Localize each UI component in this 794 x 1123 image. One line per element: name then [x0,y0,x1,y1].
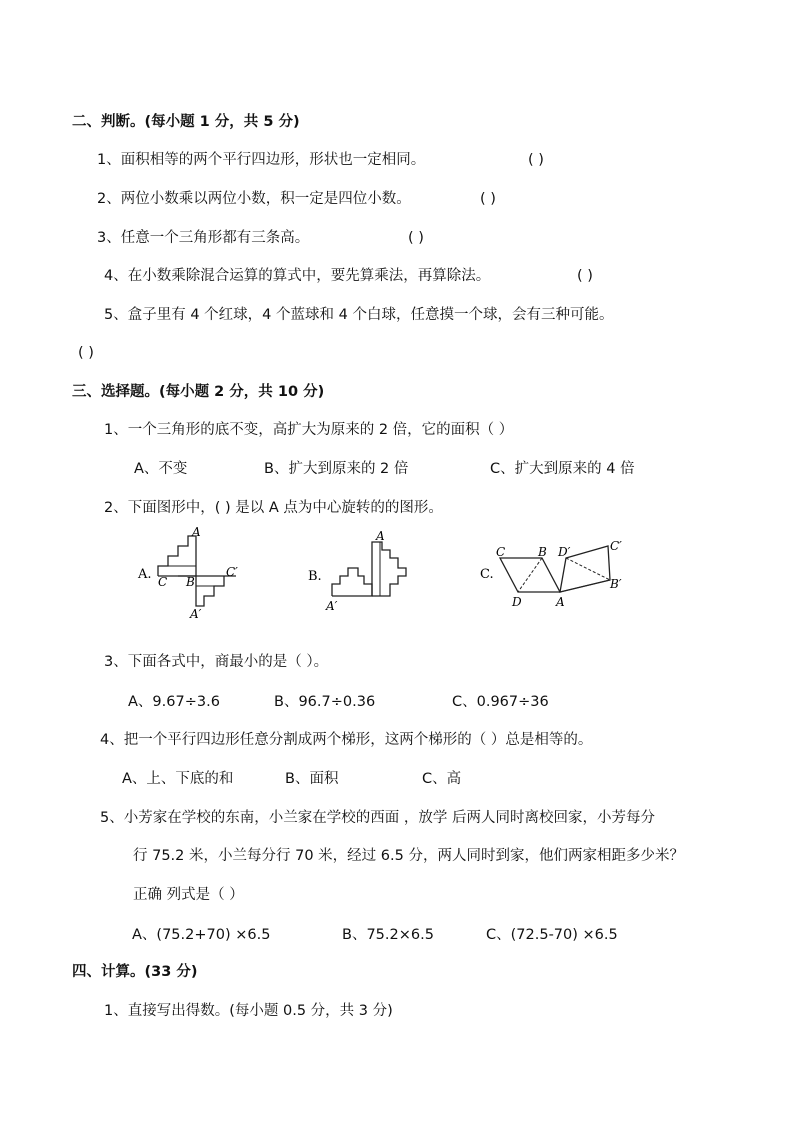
figure-a[interactable] [136,524,246,620]
figure-c-point-c-prime: C′ [610,539,622,553]
q4-option-b[interactable]: B、面积 [285,771,339,787]
q5-option-c[interactable]: C、(72.5-70) ×6.5 [486,927,618,943]
figure-b-shape-1 [332,568,372,596]
choice-q3: 3、下面各式中，商最小的是（ ）。 [104,654,329,670]
figure-b-point-a-prime: A′ [326,599,338,613]
q5-option-b[interactable]: B、75.2×6.5 [342,927,434,943]
figure-a-point-c: C [158,575,168,589]
q4-option-c[interactable]: C、高 [422,771,462,787]
judge-item-2: 2、两位小数乘以两位小数，积一定是四位小数。 [97,191,411,207]
judge-bracket-2[interactable]: ( ) [480,191,496,207]
calc-sub-1: 1、直接写出得数。(每小题 0.5 分，共 3 分) [104,1003,393,1019]
figure-b-label: B. [308,569,322,584]
figure-c-point-d-prime: D′ [558,545,571,559]
figure-c-label: C. [480,567,494,582]
figure-c-point-b-prime: B′ [610,577,622,591]
judge-bracket-4[interactable]: ( ) [577,268,593,284]
figure-a-point-a-prime: A′ [190,607,202,620]
figure-a-shape-2 [196,576,224,606]
choice-q4: 4、把一个平行四边形任意分割成两个梯形，这两个梯形的（ ）总是相等的。 [100,732,593,748]
judge-bracket-3[interactable]: ( ) [408,230,424,246]
choice-q5-line-2: 行 75.2 米，小兰每分行 70 米，经过 6.5 分，两人同时到家，他们两家相距多少米？ [133,848,684,864]
q3-option-b[interactable]: B、96.7÷0.36 [274,694,376,710]
section-3-title: 三、选择题。(每小题 2 分，共 10 分) [72,384,325,400]
figure-c-point-a: A [556,595,565,609]
figure-a-point-b: B [186,575,195,589]
judge-item-3: 3、任意一个三角形都有三条高。 [97,230,310,246]
judge-item-4: 4、在小数乘除混合运算的算式中，要先算乘法，再算除法。 [104,268,491,284]
figure-c[interactable] [478,538,628,610]
judge-item-5: 5、盒子里有 4 个红球，4 个蓝球和 4 个白球，任意摸一个球，会有三种可能。 [104,307,614,323]
figure-b-shape-2 [372,542,406,596]
q1-option-c[interactable]: C、扩大到原来的 4 倍 [490,461,635,477]
figure-c-point-b: B [538,545,547,559]
q5-option-a[interactable]: A、(75.2+70) ×6.5 [132,927,271,943]
figure-c-point-c: C [496,545,506,559]
section-4-title: 四、计算。(33 分) [72,964,198,980]
figure-a-label: A. [138,567,152,582]
q3-option-c[interactable]: C、0.967÷36 [452,694,549,710]
figure-a-point-c-prime: C′ [226,565,238,579]
figure-c-point-d: D [512,595,522,609]
figure-b-point-a: A [376,529,385,543]
figure-a-point-a: A [192,525,201,539]
q4-option-a[interactable]: A、上、下底的和 [122,771,234,787]
judge-bracket-1[interactable]: ( ) [528,152,544,168]
judge-bracket-5[interactable]: ( ) [78,345,94,361]
choice-q1: 1、一个三角形的底不变，高扩大为原来的 2 倍，它的面积（ ） [104,422,514,438]
judge-item-1: 1、面积相等的两个平行四边形，形状也一定相同。 [97,152,426,168]
choice-q5-line-1: 5、小芳家在学校的东南，小兰家在学校的西面 ，放学 后两人同时离校回家，小芳每分 [100,810,655,826]
choice-q5-line-3: 正确 列式是（ ） [133,887,244,903]
figure-a-shape-1 [158,536,196,576]
section-2-title: 二、判断。(每小题 1 分，共 5 分) [72,114,300,130]
q1-option-a[interactable]: A、不变 [134,461,188,477]
choice-q2: 2、下面图形中，( ) 是以 A 点为中心旋转的的图形。 [104,500,443,516]
q1-option-b[interactable]: B、扩大到原来的 2 倍 [264,461,409,477]
figure-b[interactable] [306,528,416,616]
q3-option-a[interactable]: A、9.67÷3.6 [128,694,220,710]
